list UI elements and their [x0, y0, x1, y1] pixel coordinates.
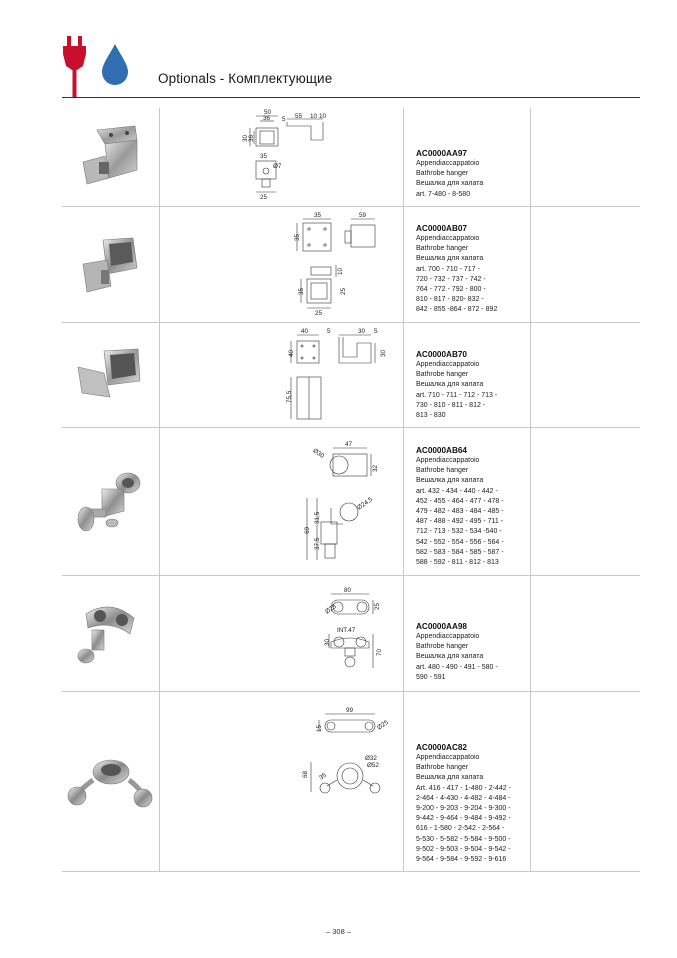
product-row: [62, 692, 640, 872]
product-name-en: Bathrobe hanger: [416, 371, 469, 379]
dim-label: 35: [298, 287, 305, 295]
dim-label: Ø7: [273, 163, 282, 170]
product-name-ru: Вешалка для халата: [416, 477, 484, 485]
product-info: [416, 148, 528, 200]
dim-label: 80: [344, 587, 352, 594]
technical-drawing: [161, 108, 401, 206]
dim-label: 15: [316, 724, 323, 732]
dim-label: Ø24,5: [356, 495, 375, 512]
dim-label: Ø25: [376, 719, 390, 732]
dim-label: 25: [260, 194, 268, 201]
product-name-ru: Вешалка для халата: [416, 180, 484, 188]
title-divider: [62, 97, 640, 98]
dim-label: 35: [314, 212, 322, 219]
product-art-list: art. 700 - 710 - 717 - 720 - 732 - 737 - 742 - 764 - 772 - 792 - 800 - 810 - 817 - 820- 832 - 842 - 855 -864 - 872 - 892: [416, 265, 498, 314]
dim-label: INT.47: [337, 627, 356, 634]
product-name-it: Appendiaccappatoio: [416, 457, 480, 464]
header-icons: [58, 36, 138, 98]
product-photo: [62, 329, 157, 421]
product-code: AC0000AB70: [416, 350, 467, 359]
product-table: [62, 108, 640, 872]
product-name-ru: Вешалка для халата: [416, 381, 484, 389]
product-info: [416, 621, 528, 683]
product-info: [416, 349, 528, 421]
dim-label: 25: [374, 602, 381, 610]
dim-label: 30: [380, 349, 387, 357]
product-photo: [62, 586, 157, 681]
dim-label: 5: [327, 328, 331, 335]
product-row: [62, 576, 640, 692]
dim-label: 10: [310, 113, 318, 120]
technical-drawing: [161, 323, 401, 427]
product-info: [416, 223, 528, 316]
product-row: [62, 108, 640, 207]
product-info: [416, 445, 528, 568]
technical-drawing: [161, 428, 401, 575]
dim-label: 75,5: [286, 390, 293, 403]
dim-label: 59: [359, 212, 367, 219]
product-row: [62, 428, 640, 576]
dim-label: 37,5: [314, 537, 321, 550]
dim-label: 35: [294, 233, 301, 241]
water-drop-icon: [102, 44, 128, 85]
product-art-list: art. 7-480 - 8-580: [416, 190, 471, 198]
technical-drawing: [161, 692, 401, 871]
product-row: [62, 323, 640, 428]
dim-label: 5: [282, 116, 286, 123]
product-name-ru: Вешалка для халата: [416, 255, 484, 263]
dim-label: Ø32: [365, 755, 377, 762]
product-art-list: Art. 416 - 417 - 1-480 - 2-442 - 2-464 - 4-430 - 4-482 - 4-484 - 9-200 - 9-203 - 9-204 - 9-300 - 9-442 - 9-464 - 9-484 - 9-492 - 616 - 1-580 - 2-542 - 2-564 - 5-530 - 5-582 - 5-584 - 9-500 - 9-502 - 9-503 - 9-504 - 9-542 - 9-564 - 9-584 - 9-592 - 9-616: [416, 784, 511, 864]
dim-label: 55: [295, 113, 303, 120]
dim-label: 10: [337, 267, 344, 275]
dim-label: Ø25: [324, 603, 338, 616]
product-name-en: Bathrobe hanger: [416, 245, 469, 253]
dim-label: 32: [372, 464, 379, 472]
dim-label: 35: [260, 153, 268, 160]
product-name-it: Appendiaccappatoio: [416, 160, 480, 167]
dim-label: 36: [248, 134, 255, 142]
product-info: [416, 742, 528, 865]
dim-label: 69: [304, 526, 311, 534]
dim-label: Ø52: [367, 762, 379, 769]
dim-label: 35: [318, 771, 328, 782]
dim-label: 47: [345, 441, 353, 448]
product-name-en: Bathrobe hanger: [416, 467, 469, 475]
product-code: AC0000AC82: [416, 743, 467, 752]
dim-label: 30: [358, 328, 366, 335]
product-name-en: Bathrobe hanger: [416, 764, 469, 772]
product-name-ru: Вешалка для халата: [416, 774, 484, 782]
product-code: AC0000AA98: [416, 622, 467, 631]
product-name-en: Bathrobe hanger: [416, 170, 469, 178]
dim-label: 36: [263, 115, 271, 122]
dim-label: 31,5: [314, 511, 321, 524]
dim-label: 30: [242, 134, 249, 142]
dim-label: 10: [319, 113, 327, 120]
product-photo: [62, 448, 157, 558]
dim-label: 70: [376, 648, 383, 656]
product-row: [62, 207, 640, 323]
product-art-list: art. 480 - 490 - 491 - 580 - 590 - 591: [416, 663, 498, 681]
dim-label: 25: [340, 287, 347, 295]
dim-label: 5: [374, 328, 378, 335]
product-code: AC0000AB64: [416, 446, 467, 455]
product-photo: [62, 112, 157, 202]
dim-label: 40: [301, 328, 309, 335]
product-name-ru: Вешалка для халата: [416, 653, 484, 661]
dim-label: 68: [302, 770, 309, 778]
product-name-it: Appendiaccappatoio: [416, 633, 480, 640]
technical-drawing: [161, 576, 401, 691]
technical-drawing: [161, 207, 401, 322]
dim-label: 25: [315, 310, 323, 317]
dim-label: 99: [346, 707, 354, 714]
dim-label: 30: [324, 638, 331, 646]
product-art-list: art. 432 - 434 - 440 - 442 - 452 - 455 - 464 - 477 - 478 - 479 - 482 - 483 - 484 - 485 - 487 - 488 - 492 - 495 - 711 - 712 - 713 - 532 - 534 -540 - 542 - 552 - 554 - 556 - 564 - 582 - 583 - 584 - 585 - 587 - 588 - 592 - 811 - 812 - 813: [416, 487, 504, 567]
product-art-list: art. 710 - 711 - 712 - 713 - 730 - 810 - 811 - 812 - 813 - 830: [416, 391, 498, 420]
product-name-en: Bathrobe hanger: [416, 643, 469, 651]
dim-label: 40: [288, 349, 295, 357]
product-photo: [62, 217, 157, 312]
product-name-it: Appendiaccappatoio: [416, 754, 480, 761]
product-code: AC0000AB07: [416, 224, 467, 233]
product-name-it: Appendiaccappatoio: [416, 235, 480, 242]
page-title: Optionals - Комплектующие: [158, 71, 333, 86]
product-name-it: Appendiaccappatoio: [416, 361, 480, 368]
electric-plug-icon: [63, 36, 86, 98]
dim-label: Ø30: [311, 447, 326, 460]
page-number: – 308 –: [325, 927, 352, 936]
product-photo: [62, 712, 157, 852]
product-code: AC0000AA97: [416, 149, 467, 158]
dim-label: 50: [264, 109, 272, 116]
